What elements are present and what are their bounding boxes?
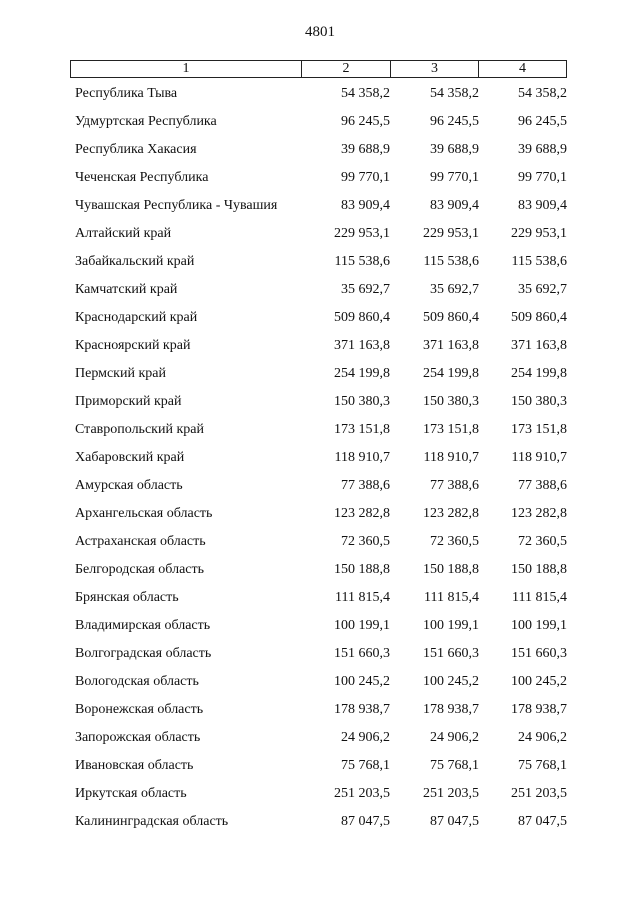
value-col-3: 254 199,8 (423, 366, 479, 381)
value-col-3: 24 906,2 (430, 730, 479, 745)
value-col-4: 118 910,7 (511, 450, 567, 465)
table-row (0, 588, 640, 616)
table-row (0, 308, 640, 336)
region-name: Архангельская область (75, 506, 213, 521)
table-header-col-3: 3 (391, 61, 479, 77)
value-col-3: 75 768,1 (430, 758, 479, 773)
value-col-4: 100 199,1 (511, 618, 567, 633)
region-name: Приморский край (75, 394, 182, 409)
table-body (0, 84, 640, 840)
value-col-2: 173 151,8 (334, 422, 390, 437)
value-col-4: 77 388,6 (518, 478, 567, 493)
table-row (0, 196, 640, 224)
value-col-4: 75 768,1 (518, 758, 567, 773)
value-col-4: 151 660,3 (511, 646, 567, 661)
value-col-4: 178 938,7 (511, 702, 567, 717)
region-name: Пермский край (75, 366, 166, 381)
region-name: Чувашская Республика - Чувашия (75, 198, 278, 213)
table-row (0, 644, 640, 672)
value-col-2: 39 688,9 (341, 142, 390, 157)
value-col-2: 100 245,2 (334, 674, 390, 689)
region-name: Воронежская область (75, 702, 204, 717)
value-col-2: 178 938,7 (334, 702, 390, 717)
value-col-3: 72 360,5 (430, 534, 479, 549)
value-col-2: 77 388,6 (341, 478, 390, 493)
value-col-2: 150 188,8 (334, 562, 390, 577)
value-col-3: 115 538,6 (423, 254, 479, 269)
value-col-3: 111 815,4 (424, 590, 479, 605)
value-col-2: 75 768,1 (341, 758, 390, 773)
value-col-4: 100 245,2 (511, 674, 567, 689)
table-row (0, 476, 640, 504)
value-col-3: 251 203,5 (423, 786, 479, 801)
region-name: Алтайский край (75, 226, 172, 241)
region-name: Забайкальский край (75, 254, 195, 269)
table-row (0, 84, 640, 112)
value-col-4: 251 203,5 (511, 786, 567, 801)
value-col-2: 123 282,8 (334, 506, 390, 521)
region-name: Чеченская Республика (75, 170, 209, 185)
value-col-4: 150 188,8 (511, 562, 567, 577)
table-row (0, 784, 640, 812)
region-name: Амурская область (75, 478, 183, 493)
value-col-2: 118 910,7 (334, 450, 390, 465)
table-row (0, 420, 640, 448)
region-name: Красноярский край (75, 338, 191, 353)
region-name: Краснодарский край (75, 310, 198, 325)
region-name: Владимирская область (75, 618, 211, 633)
value-col-4: 83 909,4 (518, 198, 567, 213)
table-row (0, 672, 640, 700)
region-name: Иркутская область (75, 786, 187, 801)
value-col-2: 371 163,8 (334, 338, 390, 353)
region-name: Республика Хакасия (75, 142, 197, 157)
table-row (0, 700, 640, 728)
value-col-2: 509 860,4 (334, 310, 390, 325)
table-row (0, 812, 640, 840)
value-col-3: 100 245,2 (423, 674, 479, 689)
table-row (0, 756, 640, 784)
region-name: Вологодская область (75, 674, 199, 689)
value-col-3: 150 188,8 (423, 562, 479, 577)
table-row (0, 112, 640, 140)
region-name: Запорожская область (75, 730, 201, 745)
value-col-3: 509 860,4 (423, 310, 479, 325)
region-name: Республика Тыва (75, 86, 178, 101)
value-col-2: 72 360,5 (341, 534, 390, 549)
value-col-2: 111 815,4 (335, 590, 390, 605)
value-col-3: 35 692,7 (430, 282, 479, 297)
value-col-4: 229 953,1 (511, 226, 567, 241)
value-col-3: 178 938,7 (423, 702, 479, 717)
table-row (0, 140, 640, 168)
value-col-4: 96 245,5 (518, 114, 567, 129)
region-name: Брянская область (75, 590, 179, 605)
value-col-3: 77 388,6 (430, 478, 479, 493)
region-name: Хабаровский край (75, 450, 185, 465)
value-col-4: 39 688,9 (518, 142, 567, 157)
value-col-2: 254 199,8 (334, 366, 390, 381)
region-name: Астраханская область (75, 534, 206, 549)
region-name: Волгоградская область (75, 646, 212, 661)
value-col-3: 173 151,8 (423, 422, 479, 437)
table-header-col-1: 1 (71, 61, 302, 77)
table-row (0, 252, 640, 280)
value-col-2: 151 660,3 (334, 646, 390, 661)
table-row (0, 532, 640, 560)
value-col-3: 87 047,5 (430, 814, 479, 829)
table-row (0, 392, 640, 420)
value-col-4: 54 358,2 (518, 86, 567, 101)
value-col-2: 251 203,5 (334, 786, 390, 801)
value-col-2: 96 245,5 (341, 114, 390, 129)
value-col-4: 87 047,5 (518, 814, 567, 829)
value-col-2: 35 692,7 (341, 282, 390, 297)
region-name: Удмуртская Республика (75, 114, 217, 129)
value-col-2: 83 909,4 (341, 198, 390, 213)
value-col-2: 150 380,3 (334, 394, 390, 409)
value-col-3: 371 163,8 (423, 338, 479, 353)
region-name: Ставропольский край (75, 422, 204, 437)
table-row (0, 280, 640, 308)
table-row (0, 448, 640, 476)
value-col-3: 99 770,1 (430, 170, 479, 185)
table-row (0, 168, 640, 196)
table-header-row (70, 60, 567, 78)
value-col-2: 229 953,1 (334, 226, 390, 241)
value-col-2: 100 199,1 (334, 618, 390, 633)
value-col-3: 83 909,4 (430, 198, 479, 213)
value-col-3: 151 660,3 (423, 646, 479, 661)
value-col-4: 24 906,2 (518, 730, 567, 745)
value-col-4: 99 770,1 (518, 170, 567, 185)
page-number: 4801 (305, 24, 335, 40)
value-col-4: 111 815,4 (512, 590, 567, 605)
table-row (0, 728, 640, 756)
table-header-col-4: 4 (519, 61, 526, 76)
value-col-4: 173 151,8 (511, 422, 567, 437)
region-name: Белгородская область (75, 562, 205, 577)
value-col-2: 24 906,2 (341, 730, 390, 745)
region-name: Ивановская область (75, 758, 194, 773)
table-row (0, 616, 640, 644)
value-col-3: 39 688,9 (430, 142, 479, 157)
value-col-3: 54 358,2 (430, 86, 479, 101)
value-col-3: 96 245,5 (430, 114, 479, 129)
value-col-2: 99 770,1 (341, 170, 390, 185)
table-row (0, 364, 640, 392)
table-header-col-2: 2 (302, 61, 391, 77)
value-col-4: 72 360,5 (518, 534, 567, 549)
region-name: Камчатский край (75, 282, 178, 297)
value-col-4: 123 282,8 (511, 506, 567, 521)
value-col-4: 115 538,6 (511, 254, 567, 269)
table-row (0, 224, 640, 252)
value-col-2: 115 538,6 (334, 254, 390, 269)
value-col-2: 54 358,2 (341, 86, 390, 101)
value-col-4: 150 380,3 (511, 394, 567, 409)
value-col-2: 87 047,5 (341, 814, 390, 829)
value-col-3: 229 953,1 (423, 226, 479, 241)
value-col-4: 371 163,8 (511, 338, 567, 353)
table-row (0, 504, 640, 532)
value-col-4: 509 860,4 (511, 310, 567, 325)
value-col-3: 150 380,3 (423, 394, 479, 409)
value-col-4: 35 692,7 (518, 282, 567, 297)
value-col-4: 254 199,8 (511, 366, 567, 381)
value-col-3: 118 910,7 (423, 450, 479, 465)
value-col-3: 123 282,8 (423, 506, 479, 521)
region-name: Калининградская область (75, 814, 229, 829)
table-row (0, 336, 640, 364)
value-col-3: 100 199,1 (423, 618, 479, 633)
table-row (0, 560, 640, 588)
